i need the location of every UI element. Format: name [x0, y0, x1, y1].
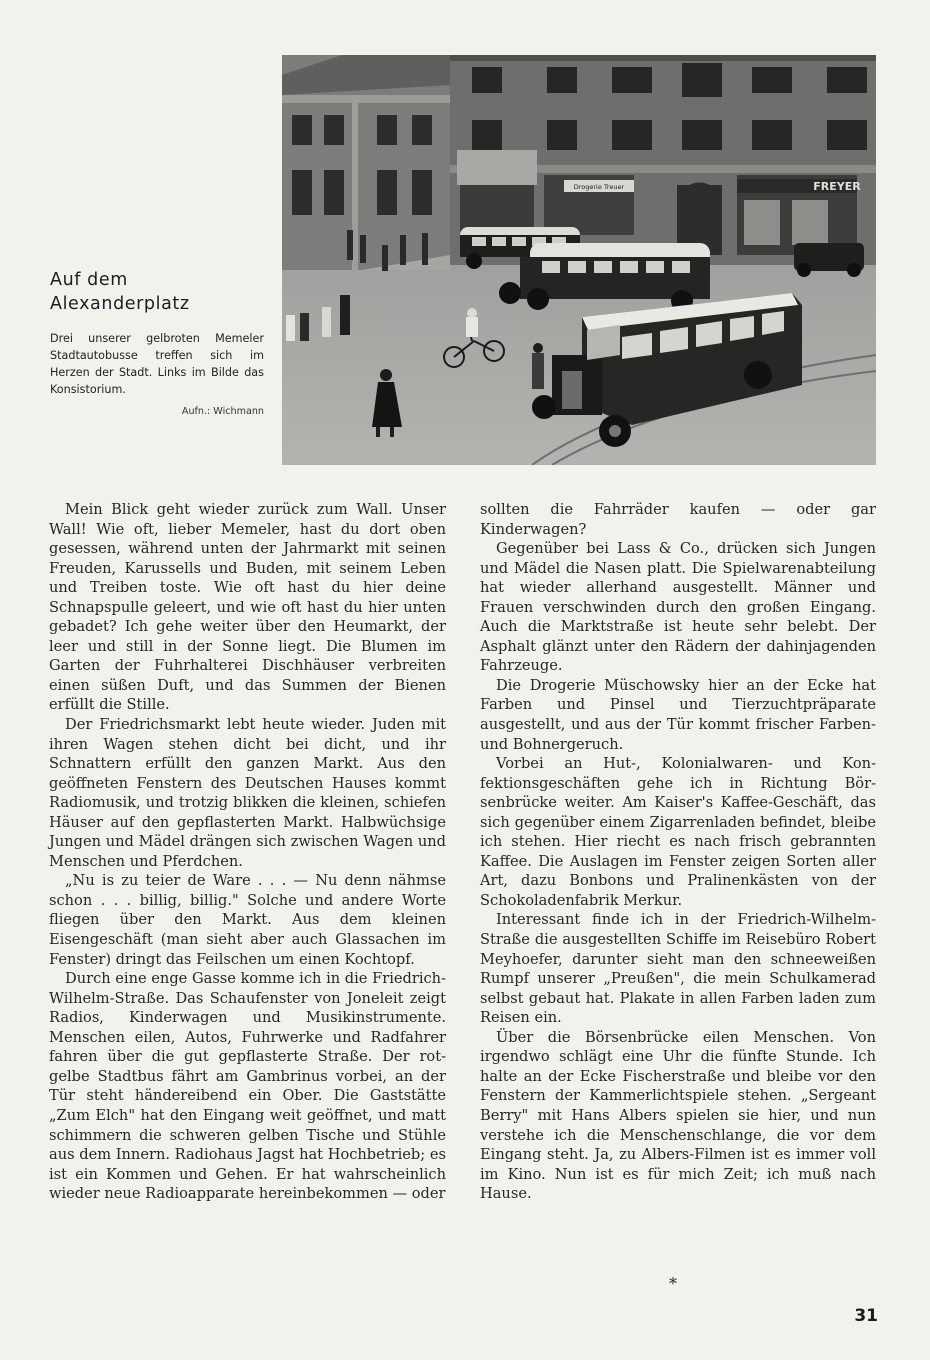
paragraph: Die Drogerie Müschowsky hier an der Ecke hat Farben und Pinsel und Tierzuchtpräparate ausgestellt, und aus der Tür kommt frischer Farben- und Bohnergeruch.	[480, 676, 876, 753]
boy	[532, 343, 544, 389]
left-column	[49, 500, 446, 1204]
paragraph: Der Friedrichsmarkt lebt heute wieder. Juden mit ihren Wagen stehen dicht bei dicht, und ihr Schnattern erfüllt den ganzen Markt. Aus den geöffneten Fenstern des Deutschen Hauses kommt Radiomusik, und trotzig blikken die kleinen, schiefen Häuser auf den gepflasterten Markt. Halbwüchsige Jungen und Mädel drängen sich zwischen Wagen und Menschen und Pferdchen.	[49, 716, 446, 870]
caption-text: Drei unserer gelbroten Memeler Stadtautobusse treffen sich im Herzen der Stadt. Links im Bilde das Konsistorium.	[50, 332, 264, 396]
street-photo	[282, 55, 876, 465]
right-column	[480, 500, 876, 1204]
page-number: 31	[854, 1306, 878, 1326]
paragraph: Über die Börsenbrücke eilen Menschen. Von irgendwo schlägt eine Uhr die fünfte Stunde. Ich halte an der Ecke Fischerstraße und bleibe vor den Fenstern der Kammerlichtspiele stehen. „Sergeant Berry" mit Hans Albers spielen sie hier, und nun verstehe ich die Menschenschlange, die vor dem Eingang steht. Ja, zu Albers-Filmen ist es immer voll im Kino. Nun ist es für mich Zeit; ich muß nach Hause.	[480, 1028, 876, 1203]
shop-sign: Drogerie Treuer	[573, 183, 625, 191]
paragraph: Mein Blick geht wieder zurück zum Wall. Unser Wall! Wie oft, lieber Memeler, hast du dort oben gesessen, während unten der Jahrmarkt mit seinen Freuden, Karussells und Buden, mit seinem Leben und Treiben toste. Wie oft hast du hier deine Schnapspulle geleert, und wie oft hast du hier unten gebadet? Ich gehe weiter über den Heumarkt, der leer und still in der Sonne liegt. Die Blumen im Garten der Fuhrhalterei Dischhäuser verbreiten einen süßen Duft, und das Summen der Bienen erfüllt die Stille.	[49, 501, 446, 714]
paragraph-continuation: sollten die Fahrräder kaufen — oder gar Kinderwagen?	[480, 501, 876, 538]
paragraph: Vorbei an Hut-, Kolonialwaren- und Konfektionsgeschäften gehe ich in Richtung Börsenbrücke weiter. Am Kaiser's Kaffee-Geschäft, das sich gegenüber einem Zigarrenladen befindet, bleibe ich stehen. Hier riecht es nach frisch gebrannten Kaffee. Die Auslagen im Fenster zeigen Sorten aller Art, dazu Bonbons und Pralinenkästen von der Schokoladenfabrik Merkur.	[480, 755, 876, 909]
paragraph: Durch eine enge Gasse komme ich in die Friedrich-Wilhelm-Straße. Das Schaufenster von Joneleit zeigt Radios, Kinderwagen und Musikinstrumente. Menschen eilen, Autos, Fuhrwerke und Radfahrer fahren über die gut gepflasterte Straße. Der rot-gelbe Stadtbus fährt am Gambrinus vorbei, an der Tür steht händereibend ein Ober. Die Gaststätte „Zum Elch" hat den Eingang weit geöffnet, und matt schimmern die schweren gelben Tische und Stühle aus dem Innern. Radiohaus Jagst hat Hochbetrieb; es ist ein Kommen und Gehen. Er hat wahrscheinlich wieder neue Radioapparate hereinbekommen — oder	[49, 970, 446, 1203]
paragraph: Gegenüber bei Lass & Co., drücken sich Jungen und Mädel die Nasen platt. Die Spielwarenabteilung hat wieder allerhand ausgestellt. Männer und Frauen verschwinden durch den großen Eingang. Auch die Marktstraße ist heute sehr belebt. Der Asphalt glänzt unter den Rädern der dahinjagenden Fahrzeuge.	[480, 540, 876, 675]
photo-credit: Aufn.: Wichmann	[181, 406, 264, 417]
section-end-asterisk: *	[669, 1274, 677, 1293]
freyer-sign: FREYER	[813, 180, 861, 193]
caption-title: Auf dem Alexanderplatz	[50, 270, 190, 314]
street-photo-drawing	[282, 55, 876, 465]
paragraph: Interessant finde ich in der Friedrich-Wilhelm-Straße die ausgestellten Schiffe im Reisebüro Robert Meyhoefer, darunter sieht man den schneeweißen Rumpf unserer „Preußen", die mein Schulkamerad selbst gebaut hat. Plakate in allen Farben laden zum Reisen ein.	[480, 911, 876, 1027]
paragraph: „Nu is zu teier de Ware . . . — Nu denn nähmse schon . . . billig, billig." Solche und andere Worte fliegen über den Markt. Aus dem kleinen Eisengeschäft (man sieht aber auch Glassachen im Fenster) dringt das Feilschen um einen Kochtopf.	[49, 872, 446, 968]
